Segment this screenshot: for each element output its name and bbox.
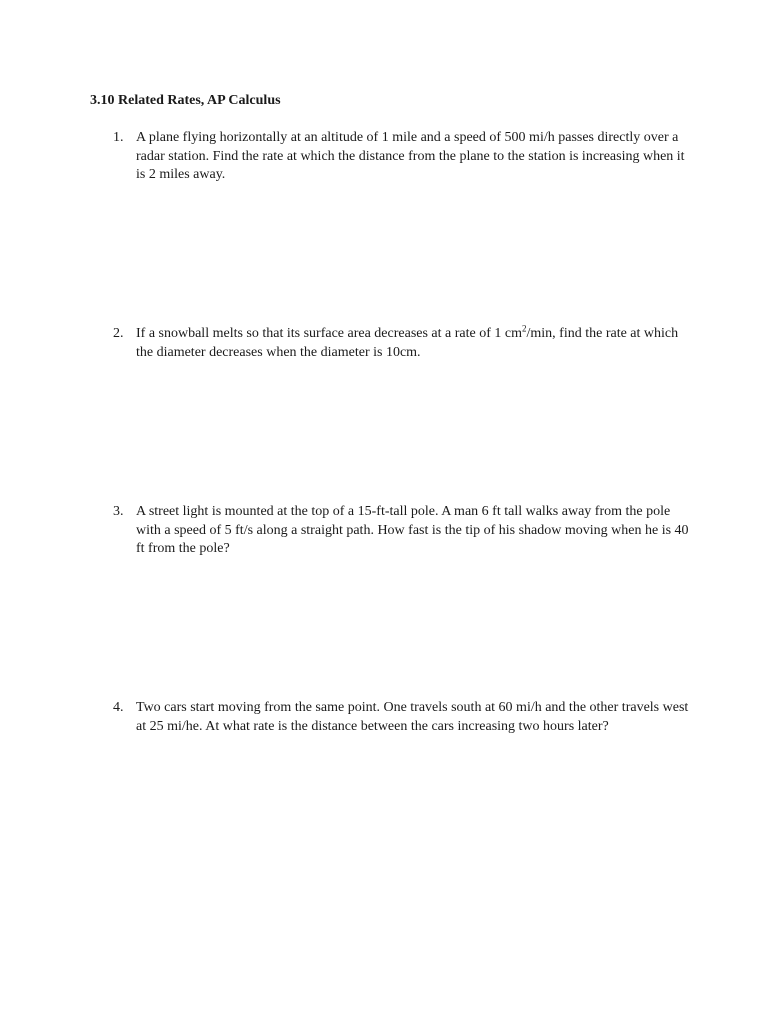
problem-4 xyxy=(113,699,693,736)
problem-text: A plane flying horizontally at an altitude of 1 mile and a speed of 500 mi/h passes directly over a radar station. Find the rate at which the distance from the plane to the station is increasing when it is 2 miles away. xyxy=(136,130,685,182)
problem-1 xyxy=(113,129,693,185)
problem-text xyxy=(136,325,693,362)
problem-number: 1. xyxy=(113,130,124,145)
worksheet-title: 3.10 Related Rates, AP Calculus xyxy=(90,93,281,108)
problem-2 xyxy=(113,325,693,362)
superscript-exponent: 2 xyxy=(522,323,527,334)
problem-3 xyxy=(113,503,693,559)
problem-number: 3. xyxy=(113,504,124,519)
problem-text-part: /min, find the rate at which the diameter decreases when the diameter is 10cm. xyxy=(136,326,679,360)
problem-text-part: If a snowball melts so that its surface area decreases at a rate of 1 cm xyxy=(136,326,522,341)
problem-text: Two cars start moving from the same point. One travels south at 60 mi/h and the other travels west at 25 mi/he. At what rate is the distance between the cars increasing two hours later? xyxy=(136,700,689,734)
problem-text: A street light is mounted at the top of a 15-ft-tall pole. A man 6 ft tall walks away from the pole with a speed of 5 ft/s along a straight path. How fast is the tip of his shadow moving when he is 40 ft from the pole? xyxy=(136,504,689,556)
problem-number: 2. xyxy=(113,326,124,341)
problem-number: 4. xyxy=(113,700,124,715)
